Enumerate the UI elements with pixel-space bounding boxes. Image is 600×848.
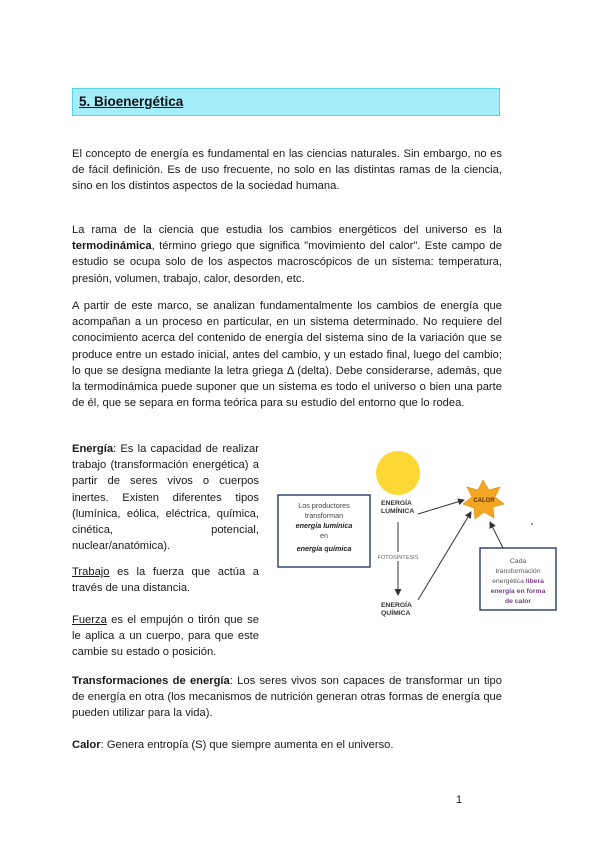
definition-text: es el empujón o tirón que se le aplica a un cuerpo, para que este cambie su estado o posición. [72,614,259,659]
label-energia-quimica-2: QUÍMICA [381,610,411,617]
definition-text: : Es la capacidad de realizar trabajo (transformación energética) a partir de seres vivos o cuerpos inertes. Existen diferentes tipos (lumínica, eólica, eléctrica, química, cinética, potencial, nuclear/anatómica). [72,443,259,553]
label-fotosintesis: FOTOSÍNTESIS [377,555,419,561]
producers-text-5: energía química [296,544,352,553]
heat-box-text-3 [492,578,544,585]
definition-fuerza [72,612,259,661]
heat-box-text-4: energía en forma [490,588,546,595]
arrow-luminica-to-calor [418,500,464,514]
paragraph-text: La rama de la ciencia que estudia los cambios energéticos del universo es la [72,224,502,236]
heat-box-text-3b: libera [525,578,544,585]
producers-text-2: transforman [304,511,344,520]
label-energia-quimica-1: ENERGÍA [381,602,412,609]
energy-diagram [268,440,558,620]
term-fuerza: Fuerza [72,614,107,626]
label-energia-luminica-1: ENERGÍA [381,500,412,507]
definition-energia [72,441,259,554]
heat-box-text-3a: energética [492,578,526,585]
definition-calor [72,737,502,753]
producers-text-1: Los productores [298,501,350,510]
label-energia-luminica-2: LUMÍNICA [381,508,415,515]
heat-box-text-1: Cada [509,558,527,565]
term-termodinamica: termodinámica [72,240,152,253]
term-calor: Calor [72,739,101,751]
term-energia: Energía [72,443,114,455]
page-number: 1 [456,794,463,806]
producers-text-3: energía lumínica [295,521,353,530]
paragraph-text: , término griego que significa "movimiento del calor". Este campo de estudio se ocupa solo de los aspectos macroscópicos de un sistema: temperatura, presión, volumen, trabajo, calor, desorden, etc. [72,240,502,285]
sun-icon [376,451,420,495]
heat-box-text-2: transformación [495,568,541,575]
paragraph-marco: A partir de este marco, se analizan fundamentalmente los cambios de energía que acompañan a un proceso en particular, en un sistema determinado. No requiere del conocimiento acerca del contenido de energía del sistema sino de la variación que se produce entre un estado inicial, antes del cambio, y un estado final, luego del cambio; lo que se designa mediante la letra griega Δ (delta). Debe considerarse, además, que la termodinámica puede suponer que un sistema es todo el universo o bien una parte de él, que se separa en forma teórica para su estudio del entorno que lo rodea. [72,300,502,410]
heat-box-text-5: de calor [504,598,532,605]
dot-mark [531,523,533,525]
paragraph-intro: El concepto de energía es fundamental en las ciencias naturales. Sin embargo, no es de fácil definición. Es de uso frecuente, no solo en las distintas ramas de la ciencia, sino en los distintos aspectos de la sociedad humana. [72,148,502,193]
definition-text: : Los seres vivos son capaces de transformar un tipo de energía en otra (los mecanismos de nutrición generan otras formas de energía que pueden utilizar para la vida). [72,675,502,720]
label-calor: CALOR [473,498,495,504]
definition-transformaciones [72,673,502,722]
producers-text-4: en [320,531,328,540]
term-trabajo: Trabajo [72,566,110,578]
definition-trabajo [72,564,259,596]
definition-text: : Genera entropía (S) que siempre aumenta en el universo. [100,739,394,751]
arrow-box-to-calor [490,522,503,548]
term-transformaciones: Transformaciones de energía [72,675,230,687]
definition-text: es la fuerza que actúa a través de una distancia. [72,566,259,595]
paragraph-termodinamica [72,222,502,287]
section-title-box [72,88,500,116]
section-title: 5. Bioenergética [79,94,184,109]
